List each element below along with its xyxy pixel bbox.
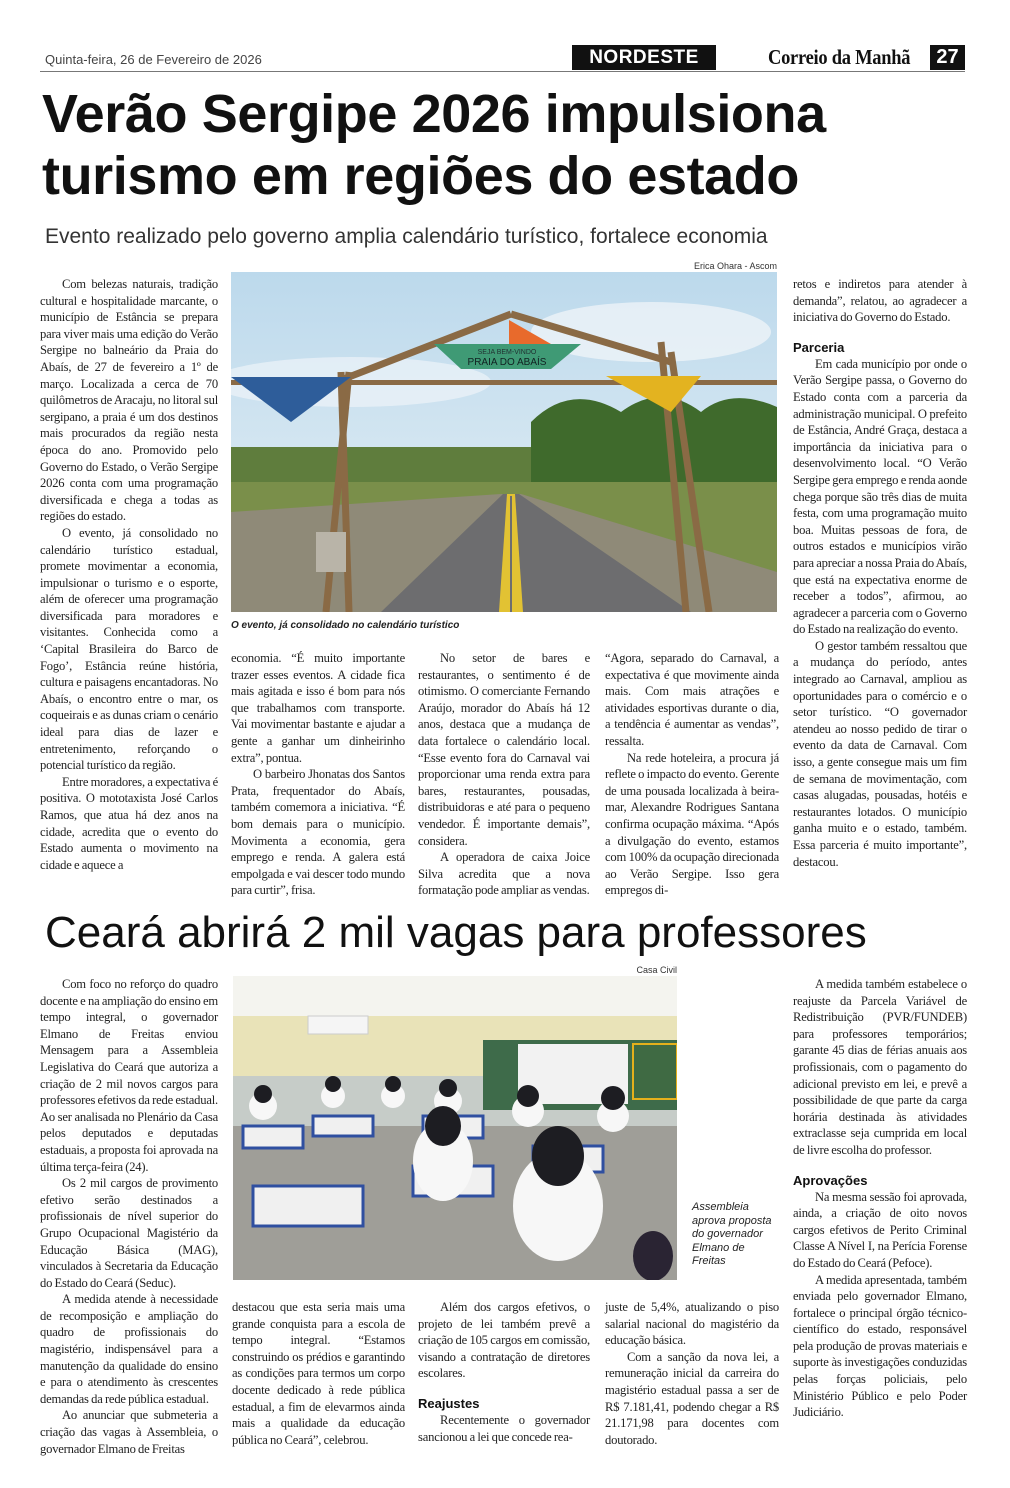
newspaper-logo: Correio da Manhã bbox=[768, 45, 911, 69]
paragraph: A medida atende à necessidade de recomposição e ampliação do quadro de profissionais do magistério, indispensável para a manutenção da qualidade do ensino e para o atendimento às crescentes demandas da rede pública estadual. bbox=[40, 1292, 218, 1406]
paragraph: Em cada município por onde o Verão Sergipe passa, o Governo do Estado conta com a parceria da administração municipal. O prefeito de Estância, André Graça, destaca a importância da iniciativa para o desenvolvimento local. “O Verão Sergipe gera emprego e renda aonde chega porque são três dias de muita festa, com uma programação muito boa. Muitas pessoas de fora, de outros estados e municípios virão para apreciar a nossa Praia do Abaís, que está na expectativa enorme de receber a todos”, afirmou, ao agradecer a parceria com o Governo do Estado na realização do evento. bbox=[793, 356, 967, 637]
paragraph: Ao anunciar que submeteria a criação das vagas à Assembleia, o governador Elmano de Freitas bbox=[40, 1408, 218, 1456]
article2-column-5 bbox=[793, 976, 967, 1421]
subheading: Parceria bbox=[793, 339, 845, 355]
paragraph: A medida apresentada, também enviada pelo governador Elmano, fortalece o principal órgão técnico-científico do estado, responsável pela produção de provas materiais e suporte às investigações conduzidas pelas forças policiais, pelo Ministério Público e pelo Poder Judiciário. bbox=[793, 1272, 967, 1420]
paragraph: Com foco no reforço do quadro docente e na ampliação do ensino em tempo integral, o governador Elmano de Freitas enviou Mensagem para a Assembleia Legislativa do Ceará que autoriza a criação de 2 mil novos cargos para professores efetivos da rede estadual. Ao ser analisada no Plenário da Casa pelos deputados e deputadas estaduais, a proposta foi aprovada na última terça-feira (24). bbox=[40, 977, 218, 1174]
paragraph: O barbeiro Jhonatas dos Santos Prata, frequentador do Abaís, também comemora a iniciativa. “É bom demais para o município. Movimenta a economia, gera emprego e renda. A galera está empolgada e vai descer todo mundo para curtir”, frisa. bbox=[231, 767, 405, 898]
article1-photo-beach-arch bbox=[231, 272, 777, 612]
article2-photo-caption: Assembleia aprova proposta do governador Elmano de Freitas bbox=[692, 1201, 772, 1267]
article1-photo-caption: O evento, já consolidado no calendário turístico bbox=[231, 620, 460, 631]
article1-column-4 bbox=[605, 650, 779, 899]
paragraph: O gestor também ressaltou que a mudança do período, antes integrado ao Carnaval, ampliou as oportunidades para o comércio e o setor turístico. “O governador atendeu ao nosso pedido de tirar o evento da data de Carnaval. Com isso, a gente consegue mais um fim de semana de movimentação, com casas alugadas, pousadas, hotéis e restaurantes lotados. O município ganha muito e o estado, também. Essa parceria é muito importante”, destacou. bbox=[793, 638, 967, 869]
subheading: Aprovações bbox=[793, 1172, 868, 1188]
article1-headline bbox=[42, 83, 826, 207]
paragraph: Na rede hoteleira, a procura já reflete o impacto do evento. Gerente de uma pousada localizada à beira-mar, Alexandre Rodrigues Santana confirma ocupação máxima. “Após a divulgação do evento, estamos com 100% da ocupação direcionada ao Verão Sergipe. Isso gera empregos di- bbox=[605, 750, 779, 898]
paragraph: Entre moradores, a expectativa é positiva. O mototaxista José Carlos Ramos, que atua há dez anos na cidade, acredita que o evento do Estado aumenta o movimento na cidade e aquece a bbox=[40, 774, 218, 872]
sign-text: SEJA BEM-VINDO bbox=[477, 349, 537, 356]
paragraph: Os 2 mil cargos de provimento efetivo serão destinados a profissionais de nível superior do Grupo Ocupacional Magistério da Educação Básica (MAG), vinculados à Secretaria da Educação do Estado do Ceará (Seduc). bbox=[40, 1176, 218, 1290]
article2-column-4 bbox=[605, 1299, 779, 1448]
article1-subtitle: Evento realizado pelo governo amplia calendário turístico, fortalece economia bbox=[45, 225, 768, 248]
paragraph: retos e indiretos para atender à demanda”, relatou, ao agradecer a iniciativa do Governo do Estado. bbox=[793, 277, 967, 325]
article1-column-5 bbox=[793, 276, 967, 870]
paragraph: Na mesma sessão foi aprovada, ainda, a criação de oito novos cargos efetivos de Perito Criminal Classe A Nível I, na Perícia Forense do Estado do Ceará (Pefoce). bbox=[793, 1189, 967, 1270]
paragraph: juste de 5,4%, atualizando o piso salarial nacional do magistério da educação básica. bbox=[605, 1300, 779, 1348]
paragraph: A operadora de caixa Joice Silva acredita que a nova formatação pode ampliar as vendas. bbox=[418, 850, 590, 898]
subheading: Reajustes bbox=[418, 1395, 480, 1411]
paragraph: No setor de bares e restaurantes, o sentimento é de otimismo. O comerciante Fernando Araújo, morador do Abaís há 12 anos, destaca que a mudança de data fortalece o calendário local. “Esse evento fora do Carnaval vai proporcionar uma renda extra para bares, restaurantes, pousadas, distribuidoras e até para o pequeno vendedor. É importante demais”, considera. bbox=[418, 651, 590, 848]
edition-date: Quinta-feira, 26 de Fevereiro de 2026 bbox=[45, 52, 262, 67]
paragraph: economia. “É muito importante trazer esses eventos. A cidade fica mais agitada e isso é bom para nós que trabalhamos com transporte. Vai movimentar bastante e ajudar a gente a ganhar um dinheirinho extra”, pontua. bbox=[231, 651, 405, 765]
paragraph: Com a sanção da nova lei, a remuneração inicial da carreira do magistério estadual passa a ser de R$ 7.181,41, podendo chegar a R$ 21.171,98 para docentes com doutorado. bbox=[605, 1349, 779, 1447]
paragraph: Com belezas naturais, tradição cultural e hospitalidade marcante, o município de Estância se prepara para viver mais uma edição do Verão Sergipe no balneário da Praia do Abaís, de 27 de fevereiro a 1º de março. Localizada a cerca de 70 quilômetros de Aracaju, no litoral sul sergipano, a praia é um dos destinos mais procurados da região nesta época do ano. Promovido pelo Governo do Estado, o Verão Sergipe 2026 conta com uma programação diversificada e chega a todas as regiões do estado. bbox=[40, 277, 218, 524]
article2-photo-classroom bbox=[233, 976, 677, 1280]
headline-line: turismo em regiões do estado bbox=[42, 146, 799, 206]
article2-headline: Ceará abrirá 2 mil vagas para professores bbox=[45, 908, 867, 957]
article1-column-2 bbox=[231, 650, 405, 899]
paragraph: Recentemente o governador sancionou a lei que concede rea- bbox=[418, 1412, 590, 1444]
article1-column-1 bbox=[40, 276, 218, 873]
article1-column-3 bbox=[418, 650, 590, 899]
article2-column-3 bbox=[418, 1299, 590, 1445]
paragraph: Além dos cargos efetivos, o projeto de lei também prevê a criação de 105 cargos em comissão, visando a contratação de diretores escolares. bbox=[418, 1300, 590, 1381]
paragraph: “Agora, separado do Carnaval, a expectativa é que movimente ainda mais. Com mais atrações e atividades esportivas durante o dia, a tendência é aumentar as vendas”, ressalta. bbox=[605, 651, 779, 748]
headline-line: Verão Sergipe 2026 impulsiona bbox=[42, 84, 826, 144]
header-divider bbox=[40, 71, 965, 72]
sign-text: PRAIA DO ABAÍS bbox=[467, 357, 547, 368]
paragraph: destacou que esta seria mais uma grande conquista para a escola de tempo integral. “Estamos construindo os prédios e garantindo as condições para termos um corpo docente dedicado à rede pública estadual, a fim de elevarmos ainda mais a qualidade da educação pública no Ceará”, celebrou. bbox=[232, 1300, 405, 1447]
photo-credit: Erica Ohara - Ascom bbox=[693, 261, 777, 271]
paragraph: O evento, já consolidado no calendário turístico estadual, promete movimentar a economia, impulsionar o turismo e o esporte, além de oferecer uma programação diversificada para moradores e visitantes. Conhecida como a ‘Capital Brasileira do Barco de Fogo’, Estância reúne história, cultura e paisagens encantadoras. No Abaís, o encontro entre o mar, os coqueirais e as dunas criam o cenário ideal para dias de lazer e entretenimento, reforçando o potencial turístico da região. bbox=[40, 525, 218, 773]
page-number: 27 bbox=[930, 45, 965, 70]
article2-column-1 bbox=[40, 976, 218, 1457]
photo-credit: Casa Civil bbox=[636, 965, 677, 975]
paragraph: A medida também estabelece o reajuste da Parcela Variável de Redistribuição (PVR/FUNDEB) para professores temporários; garante 45 dias de férias anuais aos profissionais, com o pagamento do adicional previsto em lei, e prevê a possibilidade de que parte da carga horária destinada às atividades extraclasse seja cumprida em local de livre escolha do professor. bbox=[793, 977, 967, 1157]
article2-column-2 bbox=[232, 1299, 405, 1448]
section-label: NORDESTE bbox=[572, 45, 716, 70]
